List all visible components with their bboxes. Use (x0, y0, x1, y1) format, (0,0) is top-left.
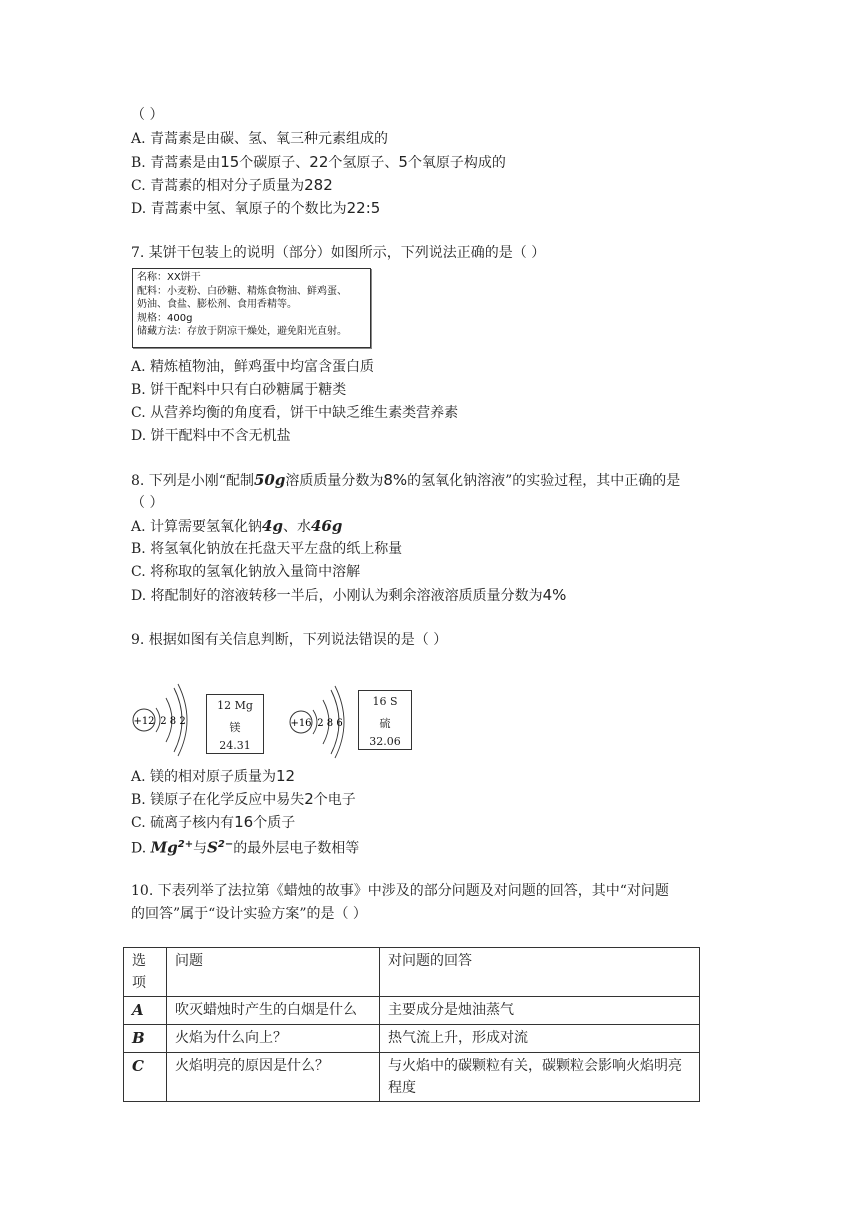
header-answer: 对问题的回答 (380, 948, 700, 997)
table-header-row (124, 948, 700, 997)
s-nucleus: +16 (290, 718, 312, 729)
header-option: 选项 (124, 948, 167, 997)
row-answer: 与火焰中的碳颗粒有关，碳颗粒会影响火焰明亮程度 (380, 1053, 700, 1102)
s-name: 硫 (379, 717, 391, 730)
q7-option-d: D. 饼干配料中不含无机盐 (131, 428, 291, 444)
mg-nucleus: +12 (133, 716, 155, 727)
q10-stem-line1: 10. 下表列举了法拉第《蜡烛的故事》中涉及的部分问题及对问题的回答，其中“对问题 (131, 883, 669, 899)
row-answer: 热气流上升，形成对流 (380, 1025, 700, 1053)
mg-element-card (206, 694, 264, 754)
label-line: 名称：XX饼干 (137, 272, 201, 283)
q8-option-c: C. 将称取的氢氧化钠放入量筒中溶解 (131, 564, 361, 580)
q7-option-c: C. 从营养均衡的角度看，饼干中缺乏维生素类营养素 (131, 405, 459, 421)
mg-mass: 24.31 (219, 739, 251, 752)
q8-option-a: A. 计算需要氢氧化钠4g、水46g (131, 517, 343, 535)
row-question: 吹灭蜡烛时产生的白烟是什么 (167, 997, 380, 1025)
q7-stem: 7. 某饼干包装上的说明（部分）如图所示，下列说法正确的是（ ） (131, 245, 546, 261)
q8-option-b: B. 将氢氧化钠放在托盘天平左盘的纸上称量 (131, 541, 403, 557)
q9-option-d: D. $Mg^{2+}$与$S^{2-}$的最外层电子数相等 (131, 838, 360, 857)
s-symbol: 16 S (372, 695, 398, 708)
atom-structure-figure (130, 682, 430, 762)
mg-shells: 2 8 2 (160, 716, 186, 727)
s-element-card (358, 690, 412, 750)
q9-stem: 9. 根据如图有关信息判断，下列说法错误的是（ ） (131, 632, 448, 648)
q7-option-a: A. 精炼植物油，鲜鸡蛋中均富含蛋白质 (131, 359, 375, 375)
table-row (124, 1025, 700, 1053)
label-line: 奶油、食盐、膨松剂、食用香精等。 (137, 299, 297, 310)
q7-option-b: B. 饼干配料中只有白砂糖属于糖类 (131, 382, 347, 398)
header-question: 问题 (167, 948, 380, 997)
biscuit-label (132, 268, 371, 348)
q6-option-c: C. 青蒿素的相对分子质量为282 (131, 176, 333, 194)
row-question: 火焰明亮的原因是什么？ (167, 1053, 380, 1102)
q6-stem-tail: （ ） (131, 107, 164, 123)
mg-name: 镁 (229, 721, 241, 734)
s-atom-diagram (290, 686, 344, 758)
label-line: 配料：小麦粉、白砂糖、精炼食物油、鲜鸡蛋、 (137, 285, 347, 297)
candle-qa-table (123, 947, 700, 1102)
q6-option-b: B. 青蒿素是由15个碳原子、22个氢原子、5个氧原子构成的 (131, 153, 506, 171)
mg-atom-diagram (133, 684, 187, 756)
label-line: 规格：400g (137, 312, 193, 324)
q9-option-a: A. 镁的相对原子质量为12 (131, 767, 296, 785)
row-option: C (132, 1057, 144, 1075)
q10-stem-line2: 的回答”属于“设计实验方案”的是（ ） (131, 906, 367, 922)
mg-symbol: 12 Mg (217, 699, 253, 712)
row-option: B (132, 1029, 145, 1047)
row-answer: 主要成分是烛油蒸气 (380, 997, 700, 1025)
row-option: A (132, 1001, 144, 1019)
q9-option-c: C. 硫离子核内有16个质子 (131, 813, 296, 831)
table-row (124, 1053, 700, 1102)
q8-option-d: D. 将配制好的溶液转移一半后，小刚认为剩余溶液溶质质量分数为4% (131, 586, 567, 604)
q8-stem-tail: （ ） (131, 495, 164, 511)
q6-option-a: A. 青蒿素是由碳、氢、氧三种元素组成的 (131, 131, 389, 147)
row-question: 火焰为什么向上？ (167, 1025, 380, 1053)
q8-stem: 8. 下列是小刚“配制50g溶质质量分数为8%的氢氧化钠溶液”的实验过程，其中正确的是 (131, 471, 681, 489)
label-line: 储藏方法：存放于阴凉干燥处，避免阳光直射。 (137, 326, 347, 337)
q6-option-d: D. 青蒿素中氢、氧原子的个数比为22:5 (131, 199, 381, 217)
s-mass: 32.06 (369, 735, 401, 748)
table-row (124, 997, 700, 1025)
s-shells: 2 8 6 (317, 718, 343, 729)
q9-option-b: B. 镁原子在化学反应中易失2个电子 (131, 790, 356, 808)
